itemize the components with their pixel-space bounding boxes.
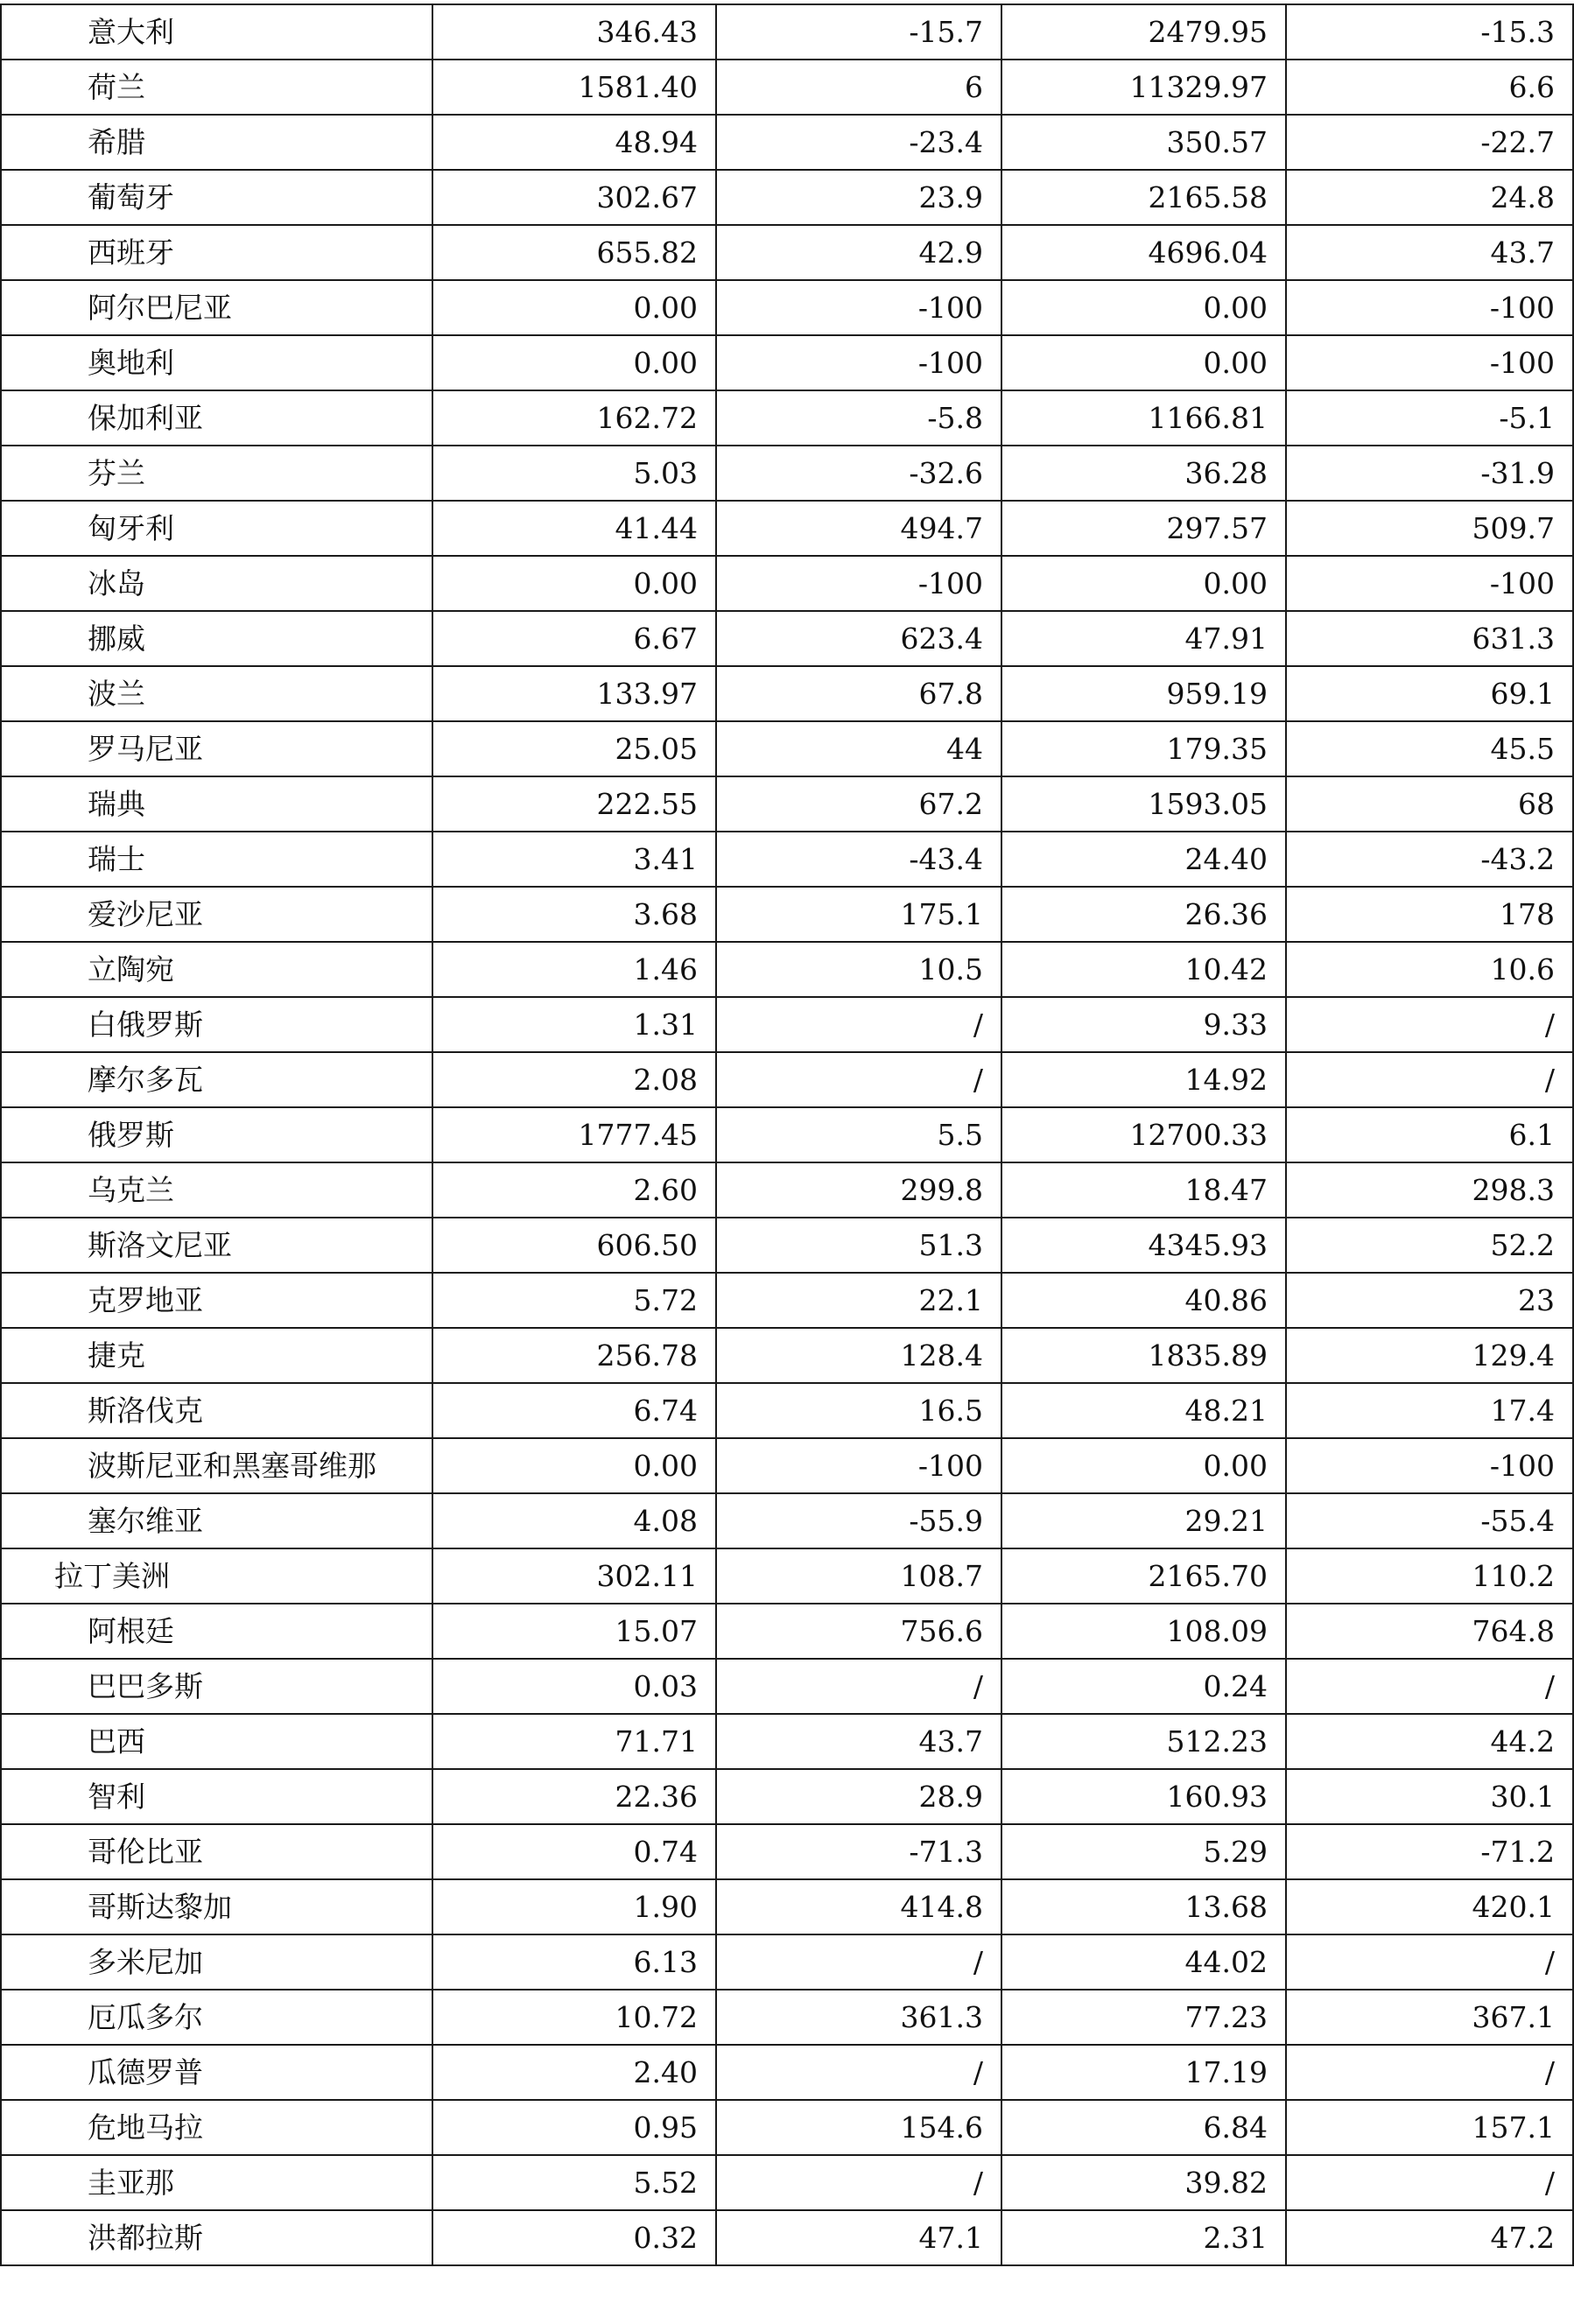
change-cell-col4: -43.2 [1286,832,1573,887]
value-cell-col3: 179.35 [1001,721,1286,776]
country-name-cell: 希腊 [1,115,432,170]
value-cell-col3: 0.00 [1001,1438,1286,1493]
value-cell-col3: 2165.70 [1001,1548,1286,1604]
change-cell-col2: 154.6 [716,2100,1001,2155]
country-name-cell: 巴巴多斯 [1,1659,432,1714]
country-name-cell: 意大利 [1,4,432,60]
change-cell-col2: -5.8 [716,390,1001,446]
value-cell-col3: 36.28 [1001,446,1286,501]
change-cell-col4: 509.7 [1286,501,1573,556]
value-cell-col1: 1.31 [432,997,716,1052]
change-cell-col2: 5.5 [716,1107,1001,1162]
country-name-cell: 匈牙利 [1,501,432,556]
change-cell-col2: -43.4 [716,832,1001,887]
value-cell-col1: 15.07 [432,1604,716,1659]
country-name-cell: 斯洛文尼亚 [1,1218,432,1273]
change-cell-col4: 69.1 [1286,666,1573,721]
value-cell-col3: 17.19 [1001,2045,1286,2100]
value-cell-col1: 48.94 [432,115,716,170]
change-cell-col4: / [1286,2045,1573,2100]
change-cell-col2: 756.6 [716,1604,1001,1659]
table-row [1,4,1573,60]
value-cell-col3: 297.57 [1001,501,1286,556]
table-row [1,1879,1573,1934]
change-cell-col4: 17.4 [1286,1383,1573,1438]
change-cell-col4: 43.7 [1286,225,1573,280]
value-cell-col1: 302.67 [432,170,716,225]
country-name-cell: 哥斯达黎加 [1,1879,432,1934]
table-row [1,997,1573,1052]
country-name-cell: 爱沙尼亚 [1,887,432,942]
table-row [1,2045,1573,2100]
table-row [1,1273,1573,1328]
change-cell-col2: 494.7 [716,501,1001,556]
change-cell-col2: / [716,2045,1001,2100]
change-cell-col4: 6.1 [1286,1107,1573,1162]
table-row [1,335,1573,390]
change-cell-col2: 44 [716,721,1001,776]
change-cell-col4: 157.1 [1286,2100,1573,2155]
country-name-cell: 芬兰 [1,446,432,501]
data-table-container [0,4,1572,2266]
value-cell-col1: 6.74 [432,1383,716,1438]
change-cell-col2: 6 [716,60,1001,115]
value-cell-col1: 0.74 [432,1824,716,1879]
change-cell-col2: -100 [716,1438,1001,1493]
value-cell-col1: 3.41 [432,832,716,887]
country-name-cell: 西班牙 [1,225,432,280]
country-name-cell: 瓜德罗普 [1,2045,432,2100]
table-row [1,1107,1573,1162]
value-cell-col3: 47.91 [1001,611,1286,666]
table-row [1,832,1573,887]
value-cell-col3: 160.93 [1001,1769,1286,1824]
value-cell-col3: 0.24 [1001,1659,1286,1714]
value-cell-col3: 2.31 [1001,2210,1286,2265]
change-cell-col2: / [716,997,1001,1052]
change-cell-col4: / [1286,1052,1573,1107]
change-cell-col4: -100 [1286,1438,1573,1493]
change-cell-col4: 6.6 [1286,60,1573,115]
table-row [1,1493,1573,1548]
value-cell-col1: 41.44 [432,501,716,556]
value-cell-col1: 2.40 [432,2045,716,2100]
change-cell-col2: / [716,1052,1001,1107]
value-cell-col1: 0.00 [432,1438,716,1493]
country-name-cell: 多米尼加 [1,1934,432,1990]
change-cell-col2: -100 [716,556,1001,611]
value-cell-col1: 162.72 [432,390,716,446]
value-cell-col3: 959.19 [1001,666,1286,721]
country-name-cell: 波斯尼亚和黑塞哥维那 [1,1438,432,1493]
value-cell-col3: 77.23 [1001,1990,1286,2045]
change-cell-col4: -71.2 [1286,1824,1573,1879]
change-cell-col2: 10.5 [716,942,1001,997]
value-cell-col3: 350.57 [1001,115,1286,170]
value-cell-col3: 5.29 [1001,1824,1286,1879]
change-cell-col2: / [716,1934,1001,1990]
value-cell-col3: 4696.04 [1001,225,1286,280]
table-row [1,390,1573,446]
value-cell-col1: 71.71 [432,1714,716,1769]
value-cell-col1: 6.13 [432,1934,716,1990]
change-cell-col2: -100 [716,280,1001,335]
change-cell-col4: 298.3 [1286,1162,1573,1218]
country-trade-table [0,4,1574,2266]
change-cell-col4: 47.2 [1286,2210,1573,2265]
value-cell-col1: 1581.40 [432,60,716,115]
value-cell-col3: 4345.93 [1001,1218,1286,1273]
value-cell-col3: 24.40 [1001,832,1286,887]
region-name-cell: 拉丁美洲 [1,1548,432,1604]
change-cell-col4: -100 [1286,556,1573,611]
country-name-cell: 克罗地亚 [1,1273,432,1328]
country-name-cell: 洪都拉斯 [1,2210,432,2265]
table-row [1,2100,1573,2155]
table-row [1,1383,1573,1438]
change-cell-col2: 16.5 [716,1383,1001,1438]
country-name-cell: 荷兰 [1,60,432,115]
table-row [1,280,1573,335]
change-cell-col4: 420.1 [1286,1879,1573,1934]
value-cell-col3: 2165.58 [1001,170,1286,225]
country-name-cell: 斯洛伐克 [1,1383,432,1438]
value-cell-col1: 133.97 [432,666,716,721]
value-cell-col1: 0.00 [432,280,716,335]
table-row [1,225,1573,280]
region-row [1,1548,1573,1604]
change-cell-col2: 67.2 [716,776,1001,832]
value-cell-col3: 18.47 [1001,1162,1286,1218]
change-cell-col2: 43.7 [716,1714,1001,1769]
table-row [1,942,1573,997]
change-cell-col4: 764.8 [1286,1604,1573,1659]
table-row [1,60,1573,115]
country-name-cell: 阿根廷 [1,1604,432,1659]
value-cell-col1: 25.05 [432,721,716,776]
change-cell-col2: 414.8 [716,1879,1001,1934]
change-cell-col2: / [716,2155,1001,2210]
change-cell-col2: -23.4 [716,115,1001,170]
change-cell-col2: -100 [716,335,1001,390]
table-row [1,776,1573,832]
value-cell-col1: 1.90 [432,1879,716,1934]
change-cell-col4: / [1286,997,1573,1052]
country-name-cell: 瑞典 [1,776,432,832]
change-cell-col4: 24.8 [1286,170,1573,225]
table-row [1,1328,1573,1383]
table-row [1,446,1573,501]
value-cell-col1: 0.03 [432,1659,716,1714]
change-cell-col4: -31.9 [1286,446,1573,501]
change-cell-col2: 51.3 [716,1218,1001,1273]
table-row [1,1769,1573,1824]
table-body [1,4,1573,2265]
country-name-cell: 冰岛 [1,556,432,611]
value-cell-col1: 6.67 [432,611,716,666]
table-row [1,666,1573,721]
value-cell-col1: 256.78 [432,1328,716,1383]
change-cell-col4: -100 [1286,335,1573,390]
change-cell-col2: 47.1 [716,2210,1001,2265]
change-cell-col2: 623.4 [716,611,1001,666]
table-row [1,556,1573,611]
value-cell-col3: 40.86 [1001,1273,1286,1328]
value-cell-col3: 0.00 [1001,335,1286,390]
change-cell-col2: 128.4 [716,1328,1001,1383]
table-row [1,1162,1573,1218]
country-name-cell: 保加利亚 [1,390,432,446]
table-row [1,1659,1573,1714]
change-cell-col4: 129.4 [1286,1328,1573,1383]
country-name-cell: 罗马尼亚 [1,721,432,776]
country-name-cell: 俄罗斯 [1,1107,432,1162]
change-cell-col2: 108.7 [716,1548,1001,1604]
change-cell-col2: 175.1 [716,887,1001,942]
change-cell-col4: -22.7 [1286,115,1573,170]
value-cell-col3: 6.84 [1001,2100,1286,2155]
change-cell-col4: / [1286,2155,1573,2210]
country-name-cell: 巴西 [1,1714,432,1769]
country-name-cell: 圭亚那 [1,2155,432,2210]
value-cell-col1: 5.52 [432,2155,716,2210]
value-cell-col3: 1835.89 [1001,1328,1286,1383]
table-row [1,1990,1573,2045]
change-cell-col2: -71.3 [716,1824,1001,1879]
change-cell-col4: 178 [1286,887,1573,942]
value-cell-col1: 1777.45 [432,1107,716,1162]
country-name-cell: 葡萄牙 [1,170,432,225]
country-name-cell: 瑞士 [1,832,432,887]
country-name-cell: 乌克兰 [1,1162,432,1218]
country-name-cell: 摩尔多瓦 [1,1052,432,1107]
table-row [1,1438,1573,1493]
value-cell-col1: 2.08 [432,1052,716,1107]
table-row [1,170,1573,225]
value-cell-col1: 4.08 [432,1493,716,1548]
change-cell-col4: 367.1 [1286,1990,1573,2045]
value-cell-col1: 0.00 [432,556,716,611]
table-row [1,1052,1573,1107]
value-cell-col3: 44.02 [1001,1934,1286,1990]
change-cell-col2: 28.9 [716,1769,1001,1824]
value-cell-col1: 0.32 [432,2210,716,2265]
table-row [1,1604,1573,1659]
value-cell-col3: 0.00 [1001,280,1286,335]
value-cell-col3: 29.21 [1001,1493,1286,1548]
value-cell-col1: 0.00 [432,335,716,390]
value-cell-col1: 655.82 [432,225,716,280]
country-name-cell: 塞尔维亚 [1,1493,432,1548]
value-cell-col1: 222.55 [432,776,716,832]
country-name-cell: 阿尔巴尼亚 [1,280,432,335]
country-name-cell: 立陶宛 [1,942,432,997]
value-cell-col3: 1166.81 [1001,390,1286,446]
table-row [1,1934,1573,1990]
country-name-cell: 白俄罗斯 [1,997,432,1052]
value-cell-col3: 512.23 [1001,1714,1286,1769]
country-name-cell: 波兰 [1,666,432,721]
change-cell-col4: 68 [1286,776,1573,832]
value-cell-col1: 5.03 [432,446,716,501]
change-cell-col4: 23 [1286,1273,1573,1328]
change-cell-col2: 67.8 [716,666,1001,721]
change-cell-col4: 10.6 [1286,942,1573,997]
change-cell-col4: -100 [1286,280,1573,335]
value-cell-col3: 26.36 [1001,887,1286,942]
country-name-cell: 哥伦比亚 [1,1824,432,1879]
value-cell-col3: 12700.33 [1001,1107,1286,1162]
value-cell-col3: 39.82 [1001,2155,1286,2210]
value-cell-col1: 22.36 [432,1769,716,1824]
change-cell-col2: 42.9 [716,225,1001,280]
change-cell-col2: -32.6 [716,446,1001,501]
country-name-cell: 危地马拉 [1,2100,432,2155]
value-cell-col1: 2.60 [432,1162,716,1218]
table-row [1,721,1573,776]
table-row [1,501,1573,556]
value-cell-col3: 2479.95 [1001,4,1286,60]
value-cell-col1: 1.46 [432,942,716,997]
value-cell-col3: 1593.05 [1001,776,1286,832]
country-name-cell: 奥地利 [1,335,432,390]
change-cell-col4: / [1286,1659,1573,1714]
change-cell-col4: -15.3 [1286,4,1573,60]
value-cell-col1: 10.72 [432,1990,716,2045]
value-cell-col1: 3.68 [432,887,716,942]
change-cell-col4: 52.2 [1286,1218,1573,1273]
value-cell-col3: 0.00 [1001,556,1286,611]
value-cell-col1: 346.43 [432,4,716,60]
change-cell-col4: 44.2 [1286,1714,1573,1769]
change-cell-col4: -5.1 [1286,390,1573,446]
change-cell-col4: -55.4 [1286,1493,1573,1548]
change-cell-col2: -15.7 [716,4,1001,60]
change-cell-col4: 45.5 [1286,721,1573,776]
table-row [1,2155,1573,2210]
table-row [1,1824,1573,1879]
table-row [1,2210,1573,2265]
value-cell-col1: 0.95 [432,2100,716,2155]
table-row [1,1714,1573,1769]
change-cell-col2: -55.9 [716,1493,1001,1548]
change-cell-col2: / [716,1659,1001,1714]
table-row [1,1218,1573,1273]
country-name-cell: 挪威 [1,611,432,666]
change-cell-col2: 299.8 [716,1162,1001,1218]
change-cell-col2: 23.9 [716,170,1001,225]
change-cell-col4: 110.2 [1286,1548,1573,1604]
value-cell-col3: 10.42 [1001,942,1286,997]
value-cell-col3: 108.09 [1001,1604,1286,1659]
change-cell-col4: / [1286,1934,1573,1990]
change-cell-col2: 361.3 [716,1990,1001,2045]
change-cell-col4: 631.3 [1286,611,1573,666]
value-cell-col3: 48.21 [1001,1383,1286,1438]
country-name-cell: 厄瓜多尔 [1,1990,432,2045]
value-cell-col3: 14.92 [1001,1052,1286,1107]
value-cell-col3: 13.68 [1001,1879,1286,1934]
change-cell-col2: 22.1 [716,1273,1001,1328]
table-row [1,887,1573,942]
table-row [1,611,1573,666]
table-row [1,115,1573,170]
value-cell-col3: 9.33 [1001,997,1286,1052]
country-name-cell: 捷克 [1,1328,432,1383]
value-cell-col1: 606.50 [432,1218,716,1273]
change-cell-col4: 30.1 [1286,1769,1573,1824]
value-cell-col1: 302.11 [432,1548,716,1604]
country-name-cell: 智利 [1,1769,432,1824]
value-cell-col1: 5.72 [432,1273,716,1328]
value-cell-col3: 11329.97 [1001,60,1286,115]
